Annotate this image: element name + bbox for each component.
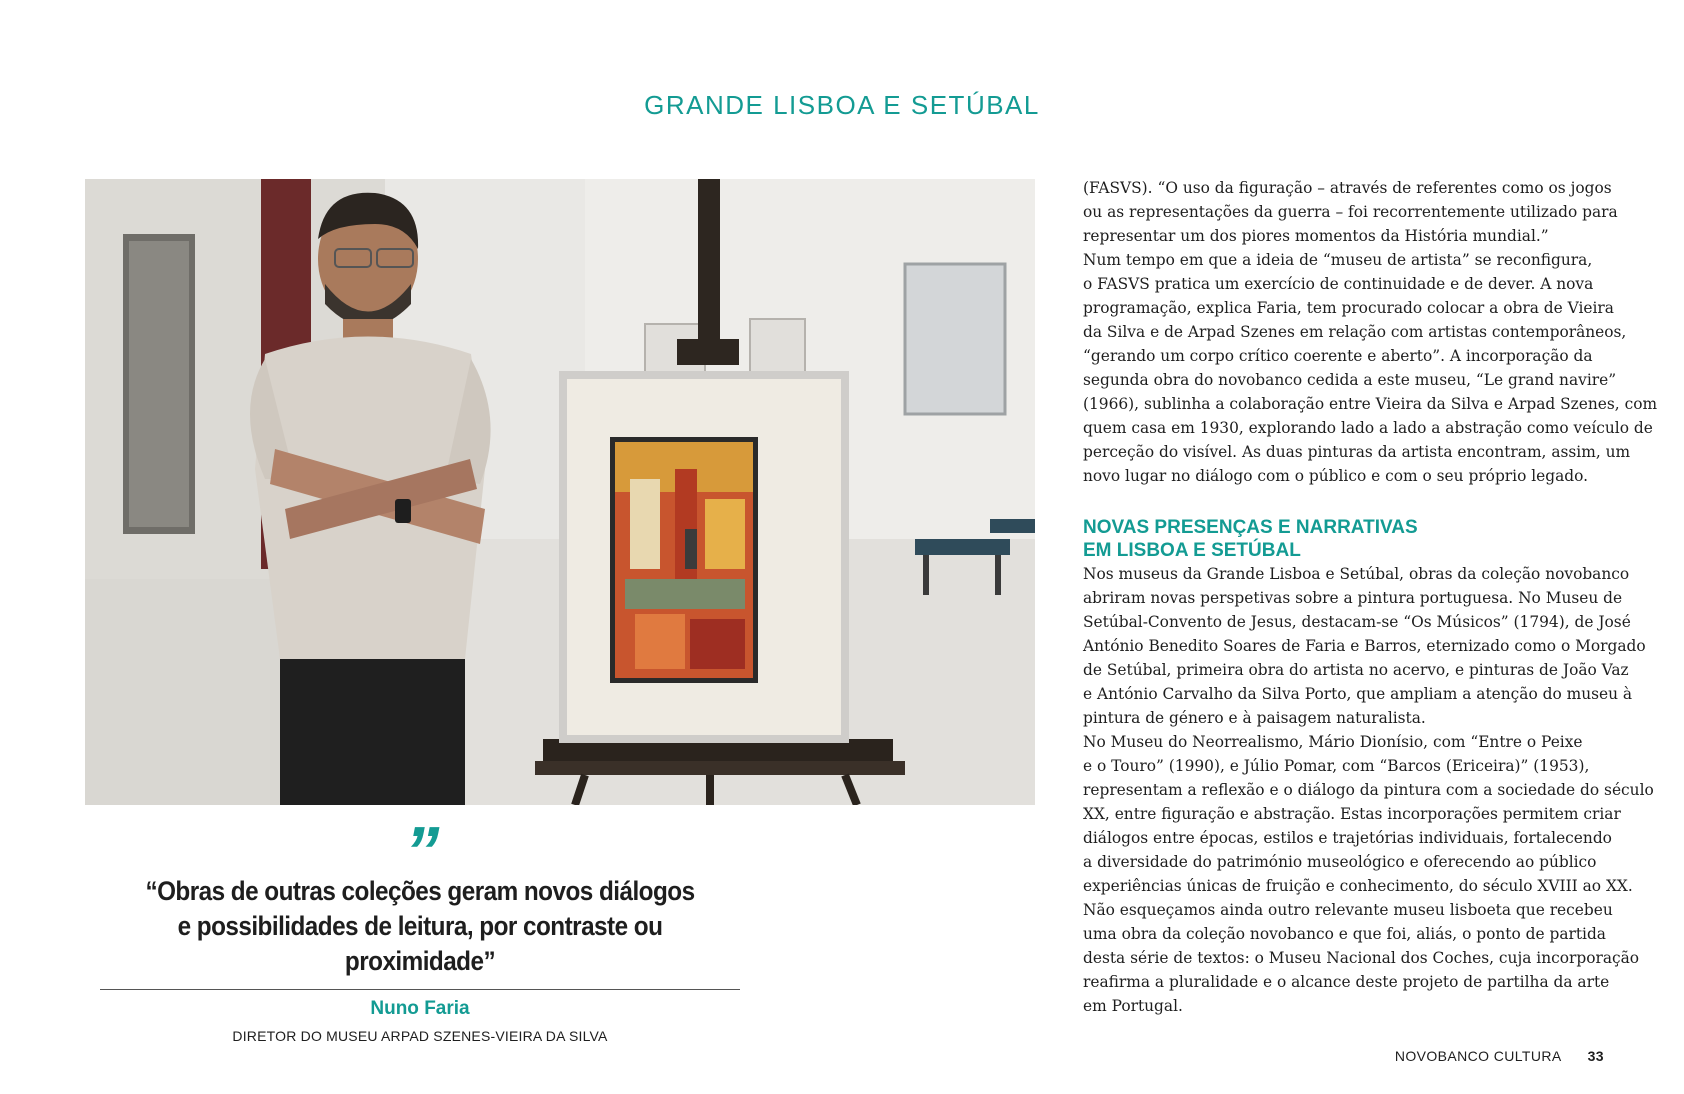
wall-painting-right bbox=[905, 264, 1005, 414]
article-body bbox=[1083, 176, 1658, 1018]
publication-name: NOVOBANCO CULTURA bbox=[1394, 1048, 1562, 1064]
text-line: o FASVS pratica um exercício de continuidade e de dever. A nova bbox=[1083, 275, 1594, 293]
text-line: perceção do visível. As duas pinturas da artista encontram, assim, um bbox=[1083, 443, 1631, 461]
paragraph bbox=[1083, 730, 1654, 898]
text-line: e o Touro” (1990), e Júlio Pomar, com “Barcos (Ericeira)” (1953), bbox=[1083, 757, 1590, 775]
gallery-bench bbox=[915, 539, 1010, 555]
quote-author: Nuno Faria bbox=[370, 998, 470, 1019]
text-line: quem casa em 1930, explorando lado a lado a abstração como veículo de bbox=[1083, 419, 1653, 437]
easel bbox=[698, 179, 720, 354]
text-line: de Setúbal, primeira obra do artista no acervo, e pinturas de João Vaz bbox=[1083, 661, 1629, 679]
paragraph bbox=[1083, 176, 1643, 248]
quote-divider bbox=[100, 989, 740, 990]
subheading-line: NOVAS PRESENÇAS E NARRATIVAS bbox=[1083, 517, 1418, 538]
subheading bbox=[1083, 516, 1643, 562]
text-line: António Benedito Soares de Faria e Barros, eternizado como o Morgado bbox=[1083, 637, 1646, 655]
paragraph bbox=[1083, 248, 1658, 488]
person-trousers bbox=[280, 659, 465, 805]
text-line: novo lugar no diálogo com o público e com o seu próprio legado. bbox=[1083, 467, 1589, 485]
text-line: No Museu do Neorrealismo, Mário Dionísio, com “Entre o Peixe bbox=[1083, 733, 1583, 751]
text-line: Num tempo em que a ideia de “museu de artista” se reconfigura, bbox=[1083, 251, 1593, 269]
text-line: desta série de textos: o Museu Nacional dos Coches, cuja incorporação bbox=[1083, 949, 1640, 967]
text-line: representar um dos piores momentos da História mundial.” bbox=[1083, 227, 1549, 245]
text-line: em Portugal. bbox=[1083, 997, 1183, 1015]
text-line: abriram novas perspetivas sobre a pintura portuguesa. No Museu de bbox=[1083, 589, 1623, 607]
quote-line: “Obras de outras coleções geram novos diálogos bbox=[145, 876, 695, 906]
pull-quote bbox=[100, 812, 740, 1044]
text-line: XX, entre figuração e abstração. Estas incorporações permitem criar bbox=[1083, 805, 1621, 823]
section-title: GRANDE LISBOA E SETÚBAL bbox=[644, 90, 1040, 120]
text-line: experiências únicas de fruição e conhecimento, do século XVIII ao XX. bbox=[1083, 877, 1633, 895]
paragraph bbox=[1083, 898, 1643, 1018]
page-footer bbox=[1395, 1048, 1604, 1064]
text-line: “gerando um corpo crítico coerente e aberto”. A incorporação da bbox=[1083, 347, 1593, 365]
text-line: (1966), sublinha a colaboração entre Vieira da Silva e Arpad Szenes, com bbox=[1083, 395, 1658, 413]
text-line: uma obra da coleção novobanco e que foi, aliás, o ponto de partida bbox=[1083, 925, 1606, 943]
text-line: Nos museus da Grande Lisboa e Setúbal, obras da coleção novobanco bbox=[1083, 565, 1630, 583]
quote-mark-icon: ” bbox=[404, 812, 436, 890]
text-line: da Silva e de Arpad Szenes em relação com artistas contemporâneos, bbox=[1083, 323, 1627, 341]
text-line: pintura de género e à paisagem naturalista. bbox=[1083, 709, 1426, 727]
text-line: segunda obra do novobanco cedida a este museu, “Le grand navire” bbox=[1083, 371, 1617, 389]
subheading-line: EM LISBOA E SETÚBAL bbox=[1083, 540, 1301, 561]
text-line: ou as representações da guerra – foi recorrentemente utilizado para bbox=[1083, 203, 1618, 221]
quote-line: e possibilidades de leitura, por contraste ou proximidade” bbox=[177, 911, 663, 976]
article-photo bbox=[85, 179, 1035, 805]
text-line: a diversidade do património museológico e oferecendo ao público bbox=[1083, 853, 1597, 871]
text-line: programação, explica Faria, tem procurado colocar a obra de Vieira bbox=[1083, 299, 1614, 317]
quote-author-role: DIRETOR DO MUSEU ARPAD SZENES-VIEIRA DA SILVA bbox=[232, 1028, 608, 1044]
text-line: reafirma a pluralidade e o alcance deste projeto de partilha da arte bbox=[1083, 973, 1610, 991]
paragraph bbox=[1083, 562, 1646, 730]
text-line: diálogos entre épocas, estilos e trajetórias individuais, fortalecendo bbox=[1083, 829, 1612, 847]
quote-text bbox=[132, 874, 708, 979]
text-line: Setúbal-Convento de Jesus, destacam-se “Os Músicos” (1794), de José bbox=[1083, 613, 1631, 631]
text-line: Não esqueçamos ainda outro relevante museu lisboeta que recebeu bbox=[1083, 901, 1613, 919]
page-number: 33 bbox=[1587, 1048, 1604, 1064]
text-line: e António Carvalho da Silva Porto, que ampliam a atenção do museu à bbox=[1083, 685, 1633, 703]
text-line: (FASVS). “O uso da figuração – através de referentes como os jogos bbox=[1083, 179, 1612, 197]
text-line: representam a reflexão e o diálogo da pintura com a sociedade do século bbox=[1083, 781, 1654, 799]
